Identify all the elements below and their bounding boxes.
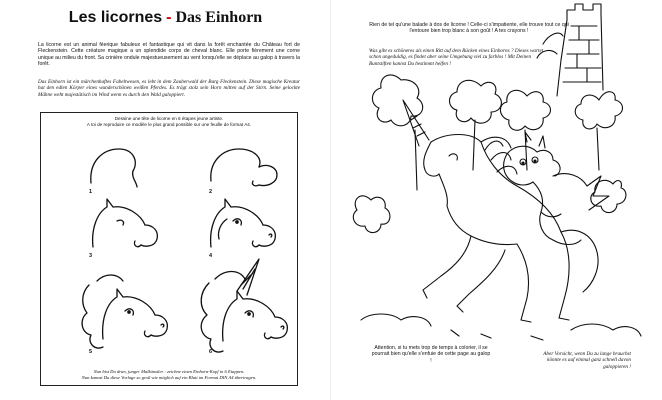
intro-text-de: Das Einhorn ist ein märchenhaftes Fabeltwesen, es lebt in dem Zauberwald der Burg Fleckenstein. Diese magische Kreatur hat den edlen Körper eines wunderschönen weißen Pferdes. Es trägt stolz sein Horn mitten auf der Stirn. Seine gelockte Mähne weht majestätisch im Wind wenn es durch den Wald galoppiert. [38, 79, 300, 98]
frame-outro-line-1: Nun bist Du dran, junger Malkünstler : zeichne einen Einhorn-Kopf in 6 Etappen. [93, 369, 245, 374]
frame-outro [41, 369, 297, 381]
right-page [331, 0, 662, 400]
step-number-6: 6 [209, 349, 213, 355]
step-number-2: 2 [209, 189, 213, 195]
dragon-figure [504, 132, 609, 245]
coloring-warning-fr: Attention, si tu mets trop de temps à colorier, il se pourrait bien qu'elle s'enfuie de cette page au galop ! [371, 345, 491, 364]
step-number-5: 5 [89, 349, 93, 355]
title-separator: - [166, 9, 172, 26]
frame-outro-line-2: Nun kannst Du diese Vorlage so groß wie möglich auf ein Blatt im Format DIN A4 übertragen. [81, 375, 257, 380]
frame-intro-line-2: A toi de reproduire ce modèle le plus grand possible sur une feuille de format A4. [86, 122, 252, 127]
page-title [0, 9, 331, 27]
step-3-drawing [93, 199, 158, 247]
step-5-drawing [82, 275, 167, 348]
step-number-1: 1 [89, 189, 93, 195]
step-6-drawing [201, 259, 287, 352]
background-trees [353, 75, 626, 233]
coloring-intro-de: Was gibt es schöneres als einen Ritt auf dem Rücken eines Einhorns ? Dieses wartet schon ungeduldig, es findet aber seine Umgebung viel zu farblos ! Mit Deinen Buntstiften kannst Du bestimmt helfen ! [369, 48, 544, 67]
step-number-3: 3 [89, 253, 93, 259]
title-de: Das Einhorn [175, 9, 263, 26]
step-number-4: 4 [209, 253, 213, 259]
step-1-drawing [91, 149, 137, 187]
coloring-warning-de: Aber Vorsicht, wenn Du zu lange brauchst könnte es auf einmal ganz schnell davon galoppieren ! [543, 351, 631, 370]
ground-rocks [361, 314, 641, 340]
coloring-intro-fr: Rien de tel qu'une balade à dos de licorne ! Celle-ci s'impatiente, elle trouve tout ce qui l'entoure bien trop blanc à son goût ! A tes crayons ! [369, 22, 569, 35]
step-4-drawing [211, 199, 276, 247]
drawing-steps [41, 113, 297, 385]
frame-intro-line-1: Dessine une tête de licorne en 6 étapes jeune artiste. [114, 116, 224, 121]
unicorn-figure [403, 100, 598, 322]
intro-text-fr: La licorne est un animal féerique fabuleux et fantastique qui vit dans la forêt enchantée du Château fort de Fleckenstein. Cette créature magique a un splendide corps de cheval blanc. Elle porte fièrement une corne unique au milieu du front. Sa crinière ondule majestueusement au vent lorsqu'elle se déplace au galop à travers la forêt. [38, 42, 300, 67]
title-fr: Les licornes [68, 9, 163, 26]
drawing-steps-frame [40, 112, 298, 386]
step-2-drawing [211, 149, 277, 186]
